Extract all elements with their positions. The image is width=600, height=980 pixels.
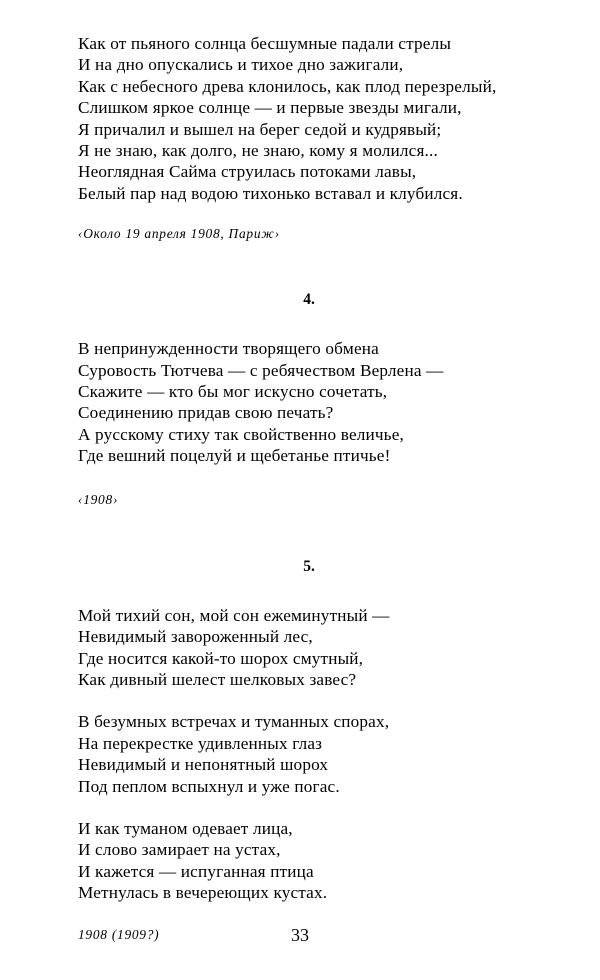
verse-line: Неоглядная Сайма струилась потоками лавы, (78, 162, 417, 182)
verse-line: Где вешний поцелуй и щебетанье птичье! (78, 446, 391, 466)
verse-line: А русскому стиху так свойственно величье, (78, 424, 404, 444)
verse-line: Мой тихий сон, мой сон ежеминутный — (78, 605, 390, 625)
spacer (78, 904, 540, 926)
verse-line: Слишком яркое солнце — и первые звезды мигали, (78, 98, 462, 118)
page-number: 33 (291, 925, 309, 945)
poem-4-number: 4. (303, 291, 315, 309)
spacer (78, 309, 540, 338)
poem-4-dateline: ‹1908› (78, 491, 119, 507)
verse-line: Как от пьяного солнца бесшумные падали стрелы (78, 34, 452, 53)
poem-5-dateline: 1908 (1909?) (78, 926, 160, 942)
verse-line: На перекрестке удивленных глаз (78, 733, 323, 753)
spacer (78, 467, 540, 491)
verse-line: В непринужденности творящего обмена (78, 339, 379, 359)
verse-line: В безумных встречах и туманных спорах, (78, 712, 390, 732)
spacer (78, 243, 540, 291)
poem-1-dateline: ‹Около 19 апреля 1908, Париж› (78, 226, 280, 242)
spacer (78, 204, 540, 225)
verse-line: Где носится какой-то шорох смутный, (78, 648, 364, 668)
verse-line: Невидимый завороженный лес, (78, 627, 313, 647)
spacer (78, 576, 540, 605)
poem-4 (78, 338, 540, 466)
verse-line: Как дивный шелест шелковых завес? (78, 669, 357, 689)
verse-line: Невидимый и непонятный шорох (78, 755, 329, 775)
verse-line: Я причалил и вышел на берег седой и кудрявый; (78, 119, 442, 139)
verse-line: И на дно опускались и тихое дно зажигали, (78, 55, 404, 75)
poem-5-stanza-1 (78, 605, 540, 691)
verse-line: Суровость Тютчева — с ребячеством Верлена — (78, 360, 444, 380)
poem-5-stanza-2 (78, 711, 540, 797)
spacer (78, 509, 540, 558)
poem-5-stanza-3 (78, 818, 540, 904)
verse-line: Я не знаю, как долго, не знаю, кому я молился... (78, 141, 438, 161)
verse-line: Как с небесного древа клонилось, как плод перезрелый, (78, 76, 497, 96)
verse-line: Под пеплом вспыхнул и уже погас. (78, 776, 340, 796)
verse-line: И слово замирает на устах, (78, 840, 281, 860)
poem-4-stanza-1 (78, 338, 540, 466)
verse-line: Белый пар над водою тихонько вставал и клубился. (78, 183, 463, 203)
poem-5-number: 5. (303, 557, 315, 575)
verse-line: Метнулась в вечереющих кустах. (78, 883, 328, 903)
verse-line: И кажется — испуганная птица (78, 861, 314, 881)
verse-line: И как туманом одевает лица, (78, 818, 293, 838)
poem-5 (78, 605, 540, 904)
verse-line: Соединению придав свою печать? (78, 403, 334, 423)
verse-line: Скажите — кто бы мог искусно сочетать, (78, 382, 388, 402)
poem-1 (78, 33, 540, 204)
poem-1-stanza-1 (78, 33, 540, 204)
top-margin-spacer (78, 0, 540, 33)
page-text-block (78, 0, 540, 944)
